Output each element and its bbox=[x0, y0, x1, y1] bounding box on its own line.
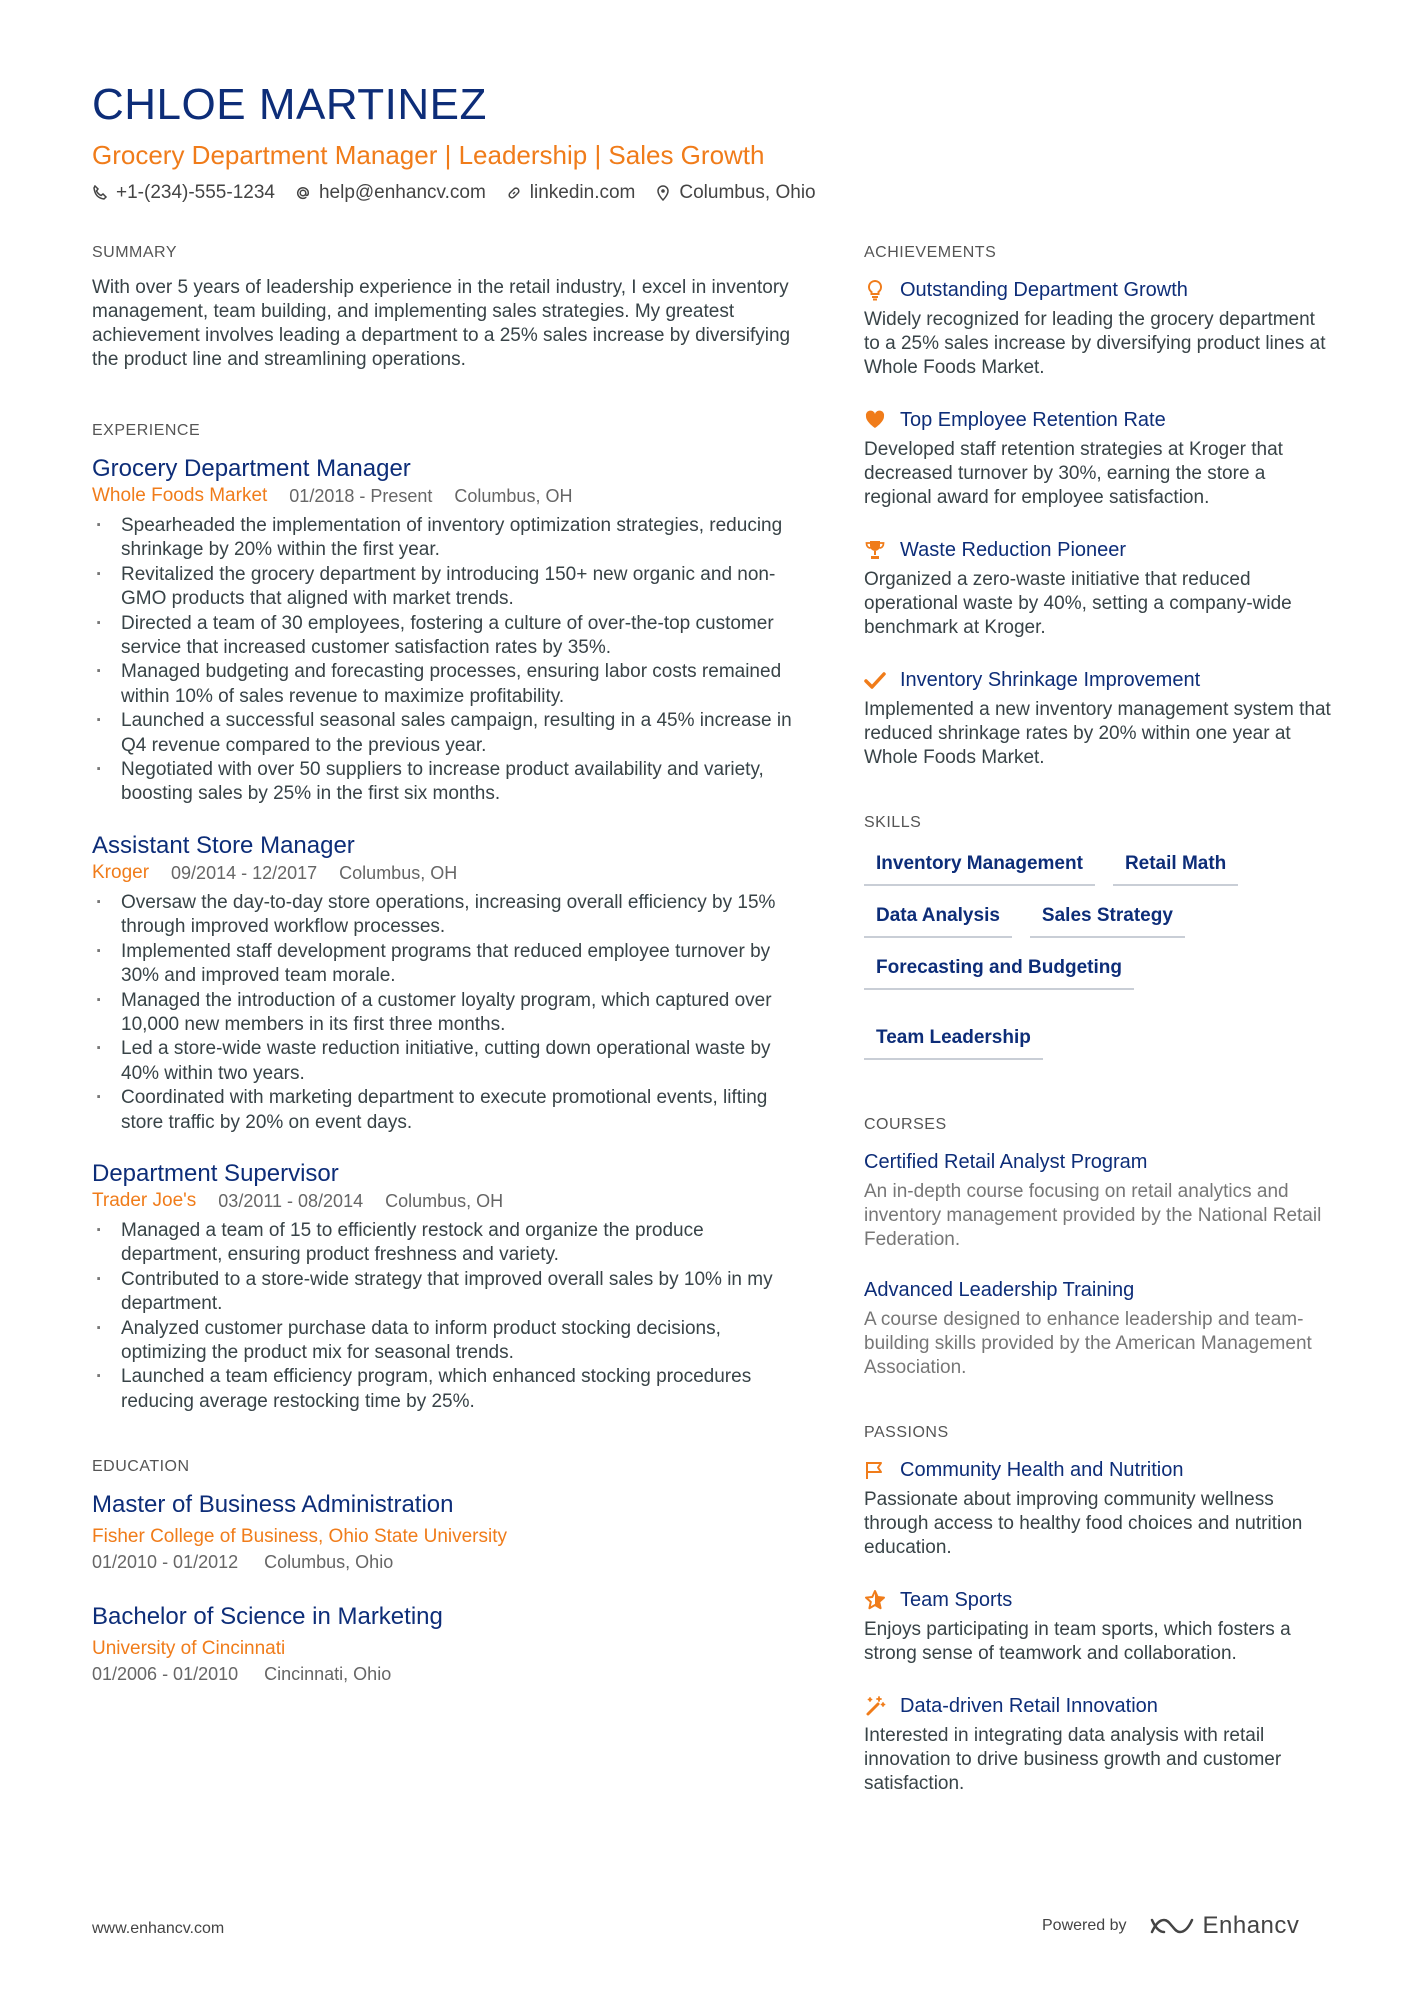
passion-item bbox=[864, 1692, 1334, 1796]
education-heading: EDUCATION bbox=[92, 1458, 190, 1476]
passion-description: Interested in integrating data analysis with retail innovation to drive business growth and customer satisfaction. bbox=[864, 1725, 1282, 1794]
star-icon bbox=[864, 1589, 886, 1611]
phone-icon bbox=[92, 185, 108, 201]
skill-tag: Inventory Management bbox=[864, 852, 1095, 886]
achievement-title: Top Employee Retention Rate bbox=[900, 409, 1166, 431]
wand-icon bbox=[864, 1695, 886, 1717]
job-bullet: · Negotiated with over 50 suppliers to increase product availability and variety, boosting sales by 25% in the first six months. bbox=[92, 758, 792, 807]
flag-icon bbox=[864, 1459, 886, 1481]
job-meta bbox=[92, 1189, 792, 1213]
course-title: Advanced Leadership Training bbox=[864, 1279, 1135, 1301]
education-location: Columbus, Ohio bbox=[264, 1552, 394, 1573]
job-bullet: · Led a store-wide waste reduction initiative, cutting down operational waste by 40% within two years. bbox=[92, 1037, 792, 1086]
skill-tag: Retail Math bbox=[1113, 852, 1238, 886]
trophy-icon bbox=[864, 539, 886, 561]
passions-heading: PASSIONS bbox=[864, 1424, 949, 1441]
job-bullets bbox=[92, 1219, 792, 1414]
summary-section bbox=[92, 244, 792, 372]
job-dates: 01/2018 - Present bbox=[289, 486, 433, 506]
lightbulb-icon bbox=[864, 279, 886, 301]
education-location: Cincinnati, Ohio bbox=[264, 1664, 392, 1685]
skill-tag: Sales Strategy bbox=[1030, 904, 1185, 938]
job-bullet: · Analyzed customer purchase data to inform product stocking decisions, optimizing the product mix for seasonal trends. bbox=[92, 1317, 792, 1366]
skills-section bbox=[864, 814, 1334, 1060]
course-description: An in-depth course focusing on retail analytics and inventory management provided by the National Retail Federation. bbox=[864, 1181, 1322, 1250]
achievement-title: Inventory Shrinkage Improvement bbox=[900, 669, 1201, 691]
contact-email[interactable] bbox=[295, 180, 486, 206]
job-location: Columbus, OH bbox=[454, 486, 573, 506]
achievement-title: Waste Reduction Pioneer bbox=[900, 539, 1127, 561]
job-bullet: · Managed the introduction of a customer loyalty program, which captured over 10,000 new members in its first three months. bbox=[92, 989, 792, 1038]
education-section bbox=[92, 1458, 792, 1686]
achievement-header bbox=[864, 406, 1334, 434]
enhancv-logo-icon bbox=[1149, 1914, 1195, 1938]
education-entry bbox=[92, 1490, 792, 1574]
achievement-header bbox=[864, 276, 1334, 304]
job-bullet: · Revitalized the grocery department by introducing 150+ new organic and non-GMO products that aligned with market trends. bbox=[92, 563, 792, 612]
job-bullet: · Oversaw the day-to-day store operations, increasing overall efficiency by 15% through improved workflow processes. bbox=[92, 891, 792, 940]
left-column bbox=[92, 244, 792, 1736]
job-dates: 03/2011 - 08/2014 bbox=[218, 1190, 364, 1211]
passion-description: Passionate about improving community wellness through access to healthy food choices and nutrition education. bbox=[864, 1489, 1303, 1558]
achievement-description: Implemented a new inventory management system that reduced shrinkage rates by 20% within one year at Whole Foods Market. bbox=[864, 699, 1331, 768]
passion-header bbox=[864, 1586, 1334, 1614]
location-text: Columbus, Ohio bbox=[679, 182, 816, 203]
summary-text: With over 5 years of leadership experience in the retail industry, I excel in inventory management, team building, and implementing sales strategies. My greatest achievement involves leading a department to a 25% sales increase by diversifying the product line and streamlining operations. bbox=[92, 277, 791, 370]
achievement-description: Widely recognized for leading the grocery department to a 25% sales increase by diversifying product lines at Whole Foods Market. bbox=[864, 309, 1326, 378]
achievement-description: Organized a zero-waste initiative that reduced operational waste by 40%, setting a company-wide benchmark at Kroger. bbox=[864, 569, 1292, 638]
education-entry bbox=[92, 1602, 792, 1686]
link-icon bbox=[506, 185, 522, 201]
right-column bbox=[864, 244, 1334, 1846]
contact-info bbox=[92, 180, 1332, 206]
experience-heading: EXPERIENCE bbox=[92, 422, 201, 439]
education-dates: 01/2006 - 01/2010 bbox=[92, 1664, 239, 1685]
job-entry bbox=[92, 1159, 792, 1414]
passion-description: Enjoys participating in team sports, which fosters a strong sense of teamwork and collaboration. bbox=[864, 1619, 1291, 1664]
achievement-description: Developed staff retention strategies at Kroger that decreased turnover by 30%, earning the store a regional award for employee satisfaction. bbox=[864, 439, 1283, 508]
achievement-header bbox=[864, 666, 1334, 694]
at-icon bbox=[295, 185, 311, 201]
contact-phone bbox=[92, 180, 275, 206]
skill-tag: Data Analysis bbox=[864, 904, 1012, 938]
education-meta bbox=[92, 1550, 792, 1574]
job-bullet: · Spearheaded the implementation of inventory optimization strategies, reducing shrinkage by 20% within the first year. bbox=[92, 514, 792, 563]
passion-title: Community Health and Nutrition bbox=[900, 1459, 1184, 1481]
job-meta bbox=[92, 861, 792, 885]
footer-branding bbox=[1042, 1912, 1299, 1940]
school-name: Fisher College of Business, Ohio State University bbox=[92, 1526, 508, 1548]
heart-icon bbox=[864, 409, 886, 431]
passion-header bbox=[864, 1456, 1334, 1484]
checkmark-icon bbox=[864, 669, 886, 691]
achievement-item bbox=[864, 276, 1334, 380]
email-address[interactable]: help@enhancv.com bbox=[318, 182, 486, 203]
brand-logo[interactable] bbox=[1149, 1912, 1300, 1940]
footer-website[interactable]: www.enhancv.com bbox=[92, 1920, 225, 1937]
course-item bbox=[864, 1276, 1334, 1380]
resume-header bbox=[92, 78, 1332, 206]
passion-title: Team Sports bbox=[900, 1589, 1013, 1611]
course-title: Certified Retail Analyst Program bbox=[864, 1151, 1148, 1173]
education-meta bbox=[92, 1662, 792, 1686]
job-title: Department Supervisor bbox=[92, 1159, 339, 1187]
company-name: Whole Foods Market bbox=[92, 485, 268, 506]
job-meta bbox=[92, 484, 792, 508]
passion-item bbox=[864, 1586, 1334, 1666]
job-entry bbox=[92, 831, 792, 1135]
skills-list bbox=[864, 852, 1344, 1060]
achievement-title: Outstanding Department Growth bbox=[900, 279, 1188, 301]
skill-tag: Team Leadership bbox=[864, 1026, 1043, 1060]
skills-heading: SKILLS bbox=[864, 814, 922, 831]
candidate-name: CHLOE MARTINEZ bbox=[92, 80, 487, 129]
job-location: Columbus, OH bbox=[339, 862, 458, 883]
summary-heading: SUMMARY bbox=[92, 244, 177, 261]
degree-title: Master of Business Administration bbox=[92, 1491, 454, 1519]
job-bullet: · Launched a successful seasonal sales campaign, resulting in a 45% increase in Q4 revenue compared to the previous year. bbox=[92, 709, 792, 758]
passions-section bbox=[864, 1424, 1334, 1796]
job-bullet: · Directed a team of 30 employees, fostering a culture of over-the-top customer service that increased customer satisfaction rates by 35%. bbox=[92, 612, 792, 661]
company-name: Kroger bbox=[92, 861, 150, 883]
passion-header bbox=[864, 1692, 1334, 1720]
achievement-item bbox=[864, 536, 1334, 640]
powered-by-text: Powered by bbox=[1042, 1917, 1127, 1934]
course-item bbox=[864, 1148, 1334, 1252]
education-dates: 01/2010 - 01/2012 bbox=[92, 1552, 239, 1573]
passion-title: Data-driven Retail Innovation bbox=[900, 1695, 1158, 1717]
passion-item bbox=[864, 1456, 1334, 1560]
achievement-item bbox=[864, 406, 1334, 510]
job-entry bbox=[92, 454, 792, 807]
contact-linkedin[interactable] bbox=[506, 180, 636, 206]
courses-section bbox=[864, 1116, 1334, 1380]
candidate-headline: Grocery Department Manager | Leadership | Sales Growth bbox=[92, 140, 765, 170]
achievements-heading: ACHIEVEMENTS bbox=[864, 244, 997, 261]
linkedin-link[interactable]: linkedin.com bbox=[529, 182, 636, 203]
school-name: University of Cincinnati bbox=[92, 1638, 286, 1660]
course-description: A course designed to enhance leadership and team-building skills provided by the American Management Association. bbox=[864, 1309, 1312, 1378]
achievements-section bbox=[864, 244, 1334, 770]
location-pin-icon bbox=[655, 185, 671, 201]
company-name: Trader Joe's bbox=[92, 1189, 197, 1211]
job-bullets bbox=[92, 514, 792, 807]
phone-number: +1-(234)-555-1234 bbox=[116, 182, 275, 203]
experience-section bbox=[92, 422, 792, 1414]
job-location: Columbus, OH bbox=[385, 1190, 504, 1211]
achievement-header bbox=[864, 536, 1334, 564]
job-bullet: · Coordinated with marketing department to execute promotional events, lifting store traffic by 20% on event days. bbox=[92, 1086, 792, 1135]
skill-tag: Forecasting and Budgeting bbox=[864, 956, 1134, 990]
job-bullet: · Managed budgeting and forecasting processes, ensuring labor costs remained within 10% of sales revenue to maximize profitability. bbox=[92, 660, 792, 709]
job-bullet: · Managed a team of 15 to efficiently restock and organize the produce department, ensuring product freshness and variety. bbox=[92, 1219, 792, 1268]
achievement-item bbox=[864, 666, 1334, 770]
job-bullet: · Launched a team efficiency program, which enhanced stocking procedures reducing average restocking time by 25%. bbox=[92, 1365, 792, 1414]
job-dates: 09/2014 - 12/2017 bbox=[171, 862, 318, 883]
job-title: Grocery Department Manager bbox=[92, 455, 411, 482]
job-bullets bbox=[92, 891, 792, 1135]
courses-heading: COURSES bbox=[864, 1116, 947, 1133]
contact-location bbox=[655, 180, 815, 206]
degree-title: Bachelor of Science in Marketing bbox=[92, 1603, 443, 1631]
job-bullet: · Implemented staff development programs that reduced employee turnover by 30% and improved team morale. bbox=[92, 940, 792, 989]
job-bullet: · Contributed to a store-wide strategy that improved overall sales by 10% in my department. bbox=[92, 1268, 792, 1317]
brand-name: Enhancv bbox=[1202, 1912, 1300, 1939]
job-title: Assistant Store Manager bbox=[92, 831, 355, 859]
